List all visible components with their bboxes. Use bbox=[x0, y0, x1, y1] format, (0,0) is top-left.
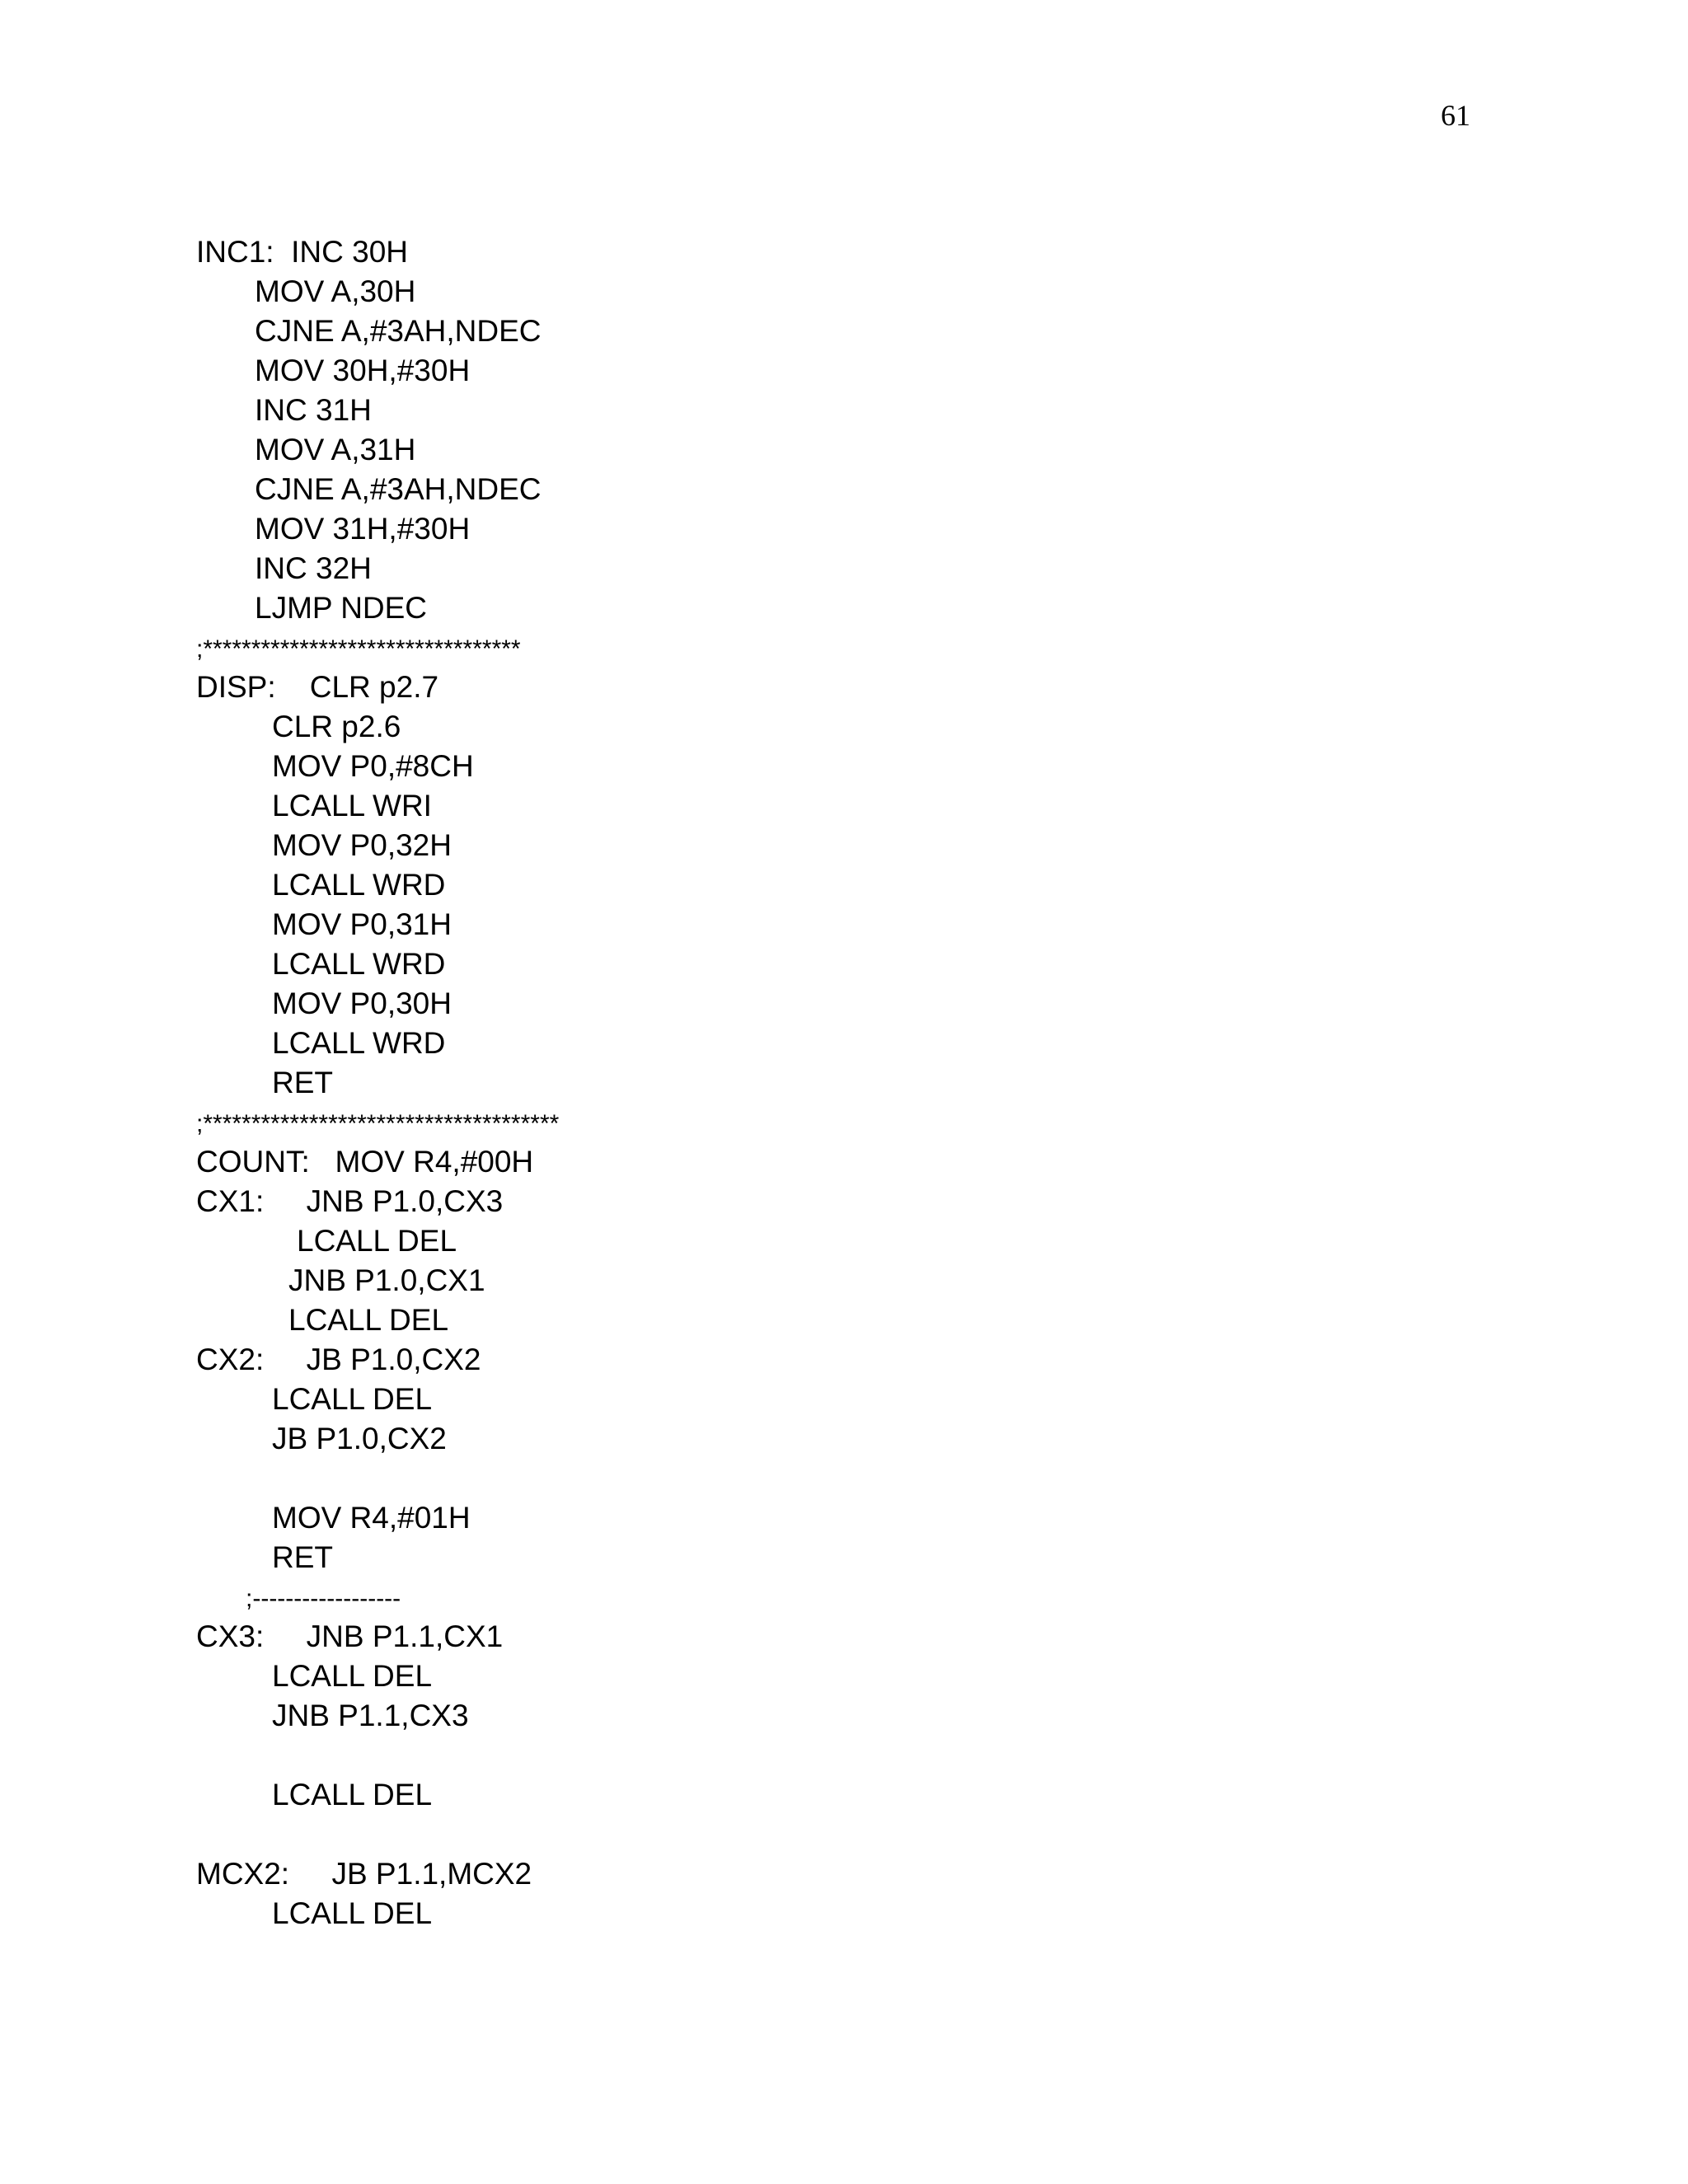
code-line: LCALL DEL bbox=[297, 1224, 457, 1258]
separator-line: ;************************************* bbox=[196, 1110, 560, 1137]
code-line: INC 32H bbox=[255, 551, 372, 585]
code-line: LCALL WRD bbox=[272, 868, 446, 902]
code-line: DISP: CLR p2.7 bbox=[196, 670, 439, 704]
code-line: RET bbox=[272, 1066, 333, 1099]
code-line: RET bbox=[272, 1540, 333, 1574]
code-line: MOV 31H,#30H bbox=[255, 512, 471, 546]
code-line: LCALL DEL bbox=[272, 1778, 433, 1811]
code-line: LCALL WRD bbox=[272, 947, 446, 981]
code-line: MOV R4,#01H bbox=[272, 1501, 471, 1535]
code-line: INC1: INC 30H bbox=[196, 235, 409, 269]
code-line: LCALL DEL bbox=[272, 1896, 433, 1930]
code-line: MOV P0,31H bbox=[272, 907, 452, 941]
code-line: JNB P1.1,CX3 bbox=[272, 1699, 469, 1732]
code-line: MOV A,31H bbox=[255, 433, 416, 466]
code-line: JB P1.0,CX2 bbox=[272, 1422, 447, 1455]
code-line: CJNE A,#3AH,NDEC bbox=[255, 314, 542, 348]
code-line: LCALL WRD bbox=[272, 1026, 446, 1060]
code-line: JNB P1.0,CX1 bbox=[288, 1263, 485, 1297]
code-line: COUNT: MOV R4,#00H bbox=[196, 1145, 534, 1179]
separator-line: ;------------------ bbox=[246, 1585, 401, 1612]
code-line: LCALL DEL bbox=[272, 1382, 433, 1416]
code-line: CX3: JNB P1.1,CX1 bbox=[196, 1619, 504, 1653]
code-line: CX1: JNB P1.0,CX3 bbox=[196, 1184, 504, 1218]
code-line: CLR p2.6 bbox=[272, 710, 401, 743]
code-line: MOV A,30H bbox=[255, 274, 416, 308]
page-number: 61 bbox=[1441, 99, 1470, 132]
code-line: INC 31H bbox=[255, 393, 372, 427]
separator-line: ;********************************* bbox=[196, 635, 521, 663]
code-line: CX2: JB P1.0,CX2 bbox=[196, 1343, 481, 1376]
code-line: MOV P0,32H bbox=[272, 828, 452, 862]
code-line: LCALL WRI bbox=[272, 789, 432, 823]
code-line: LCALL DEL bbox=[272, 1659, 433, 1693]
code-line: MOV P0,30H bbox=[272, 987, 452, 1020]
code-line: MCX2: JB P1.1,MCX2 bbox=[196, 1857, 532, 1891]
code-line: LJMP NDEC bbox=[255, 591, 428, 625]
code-line: MOV P0,#8CH bbox=[272, 749, 474, 783]
code-line: MOV 30H,#30H bbox=[255, 354, 471, 387]
code-line: LCALL DEL bbox=[288, 1303, 449, 1337]
code-line: CJNE A,#3AH,NDEC bbox=[255, 472, 542, 506]
